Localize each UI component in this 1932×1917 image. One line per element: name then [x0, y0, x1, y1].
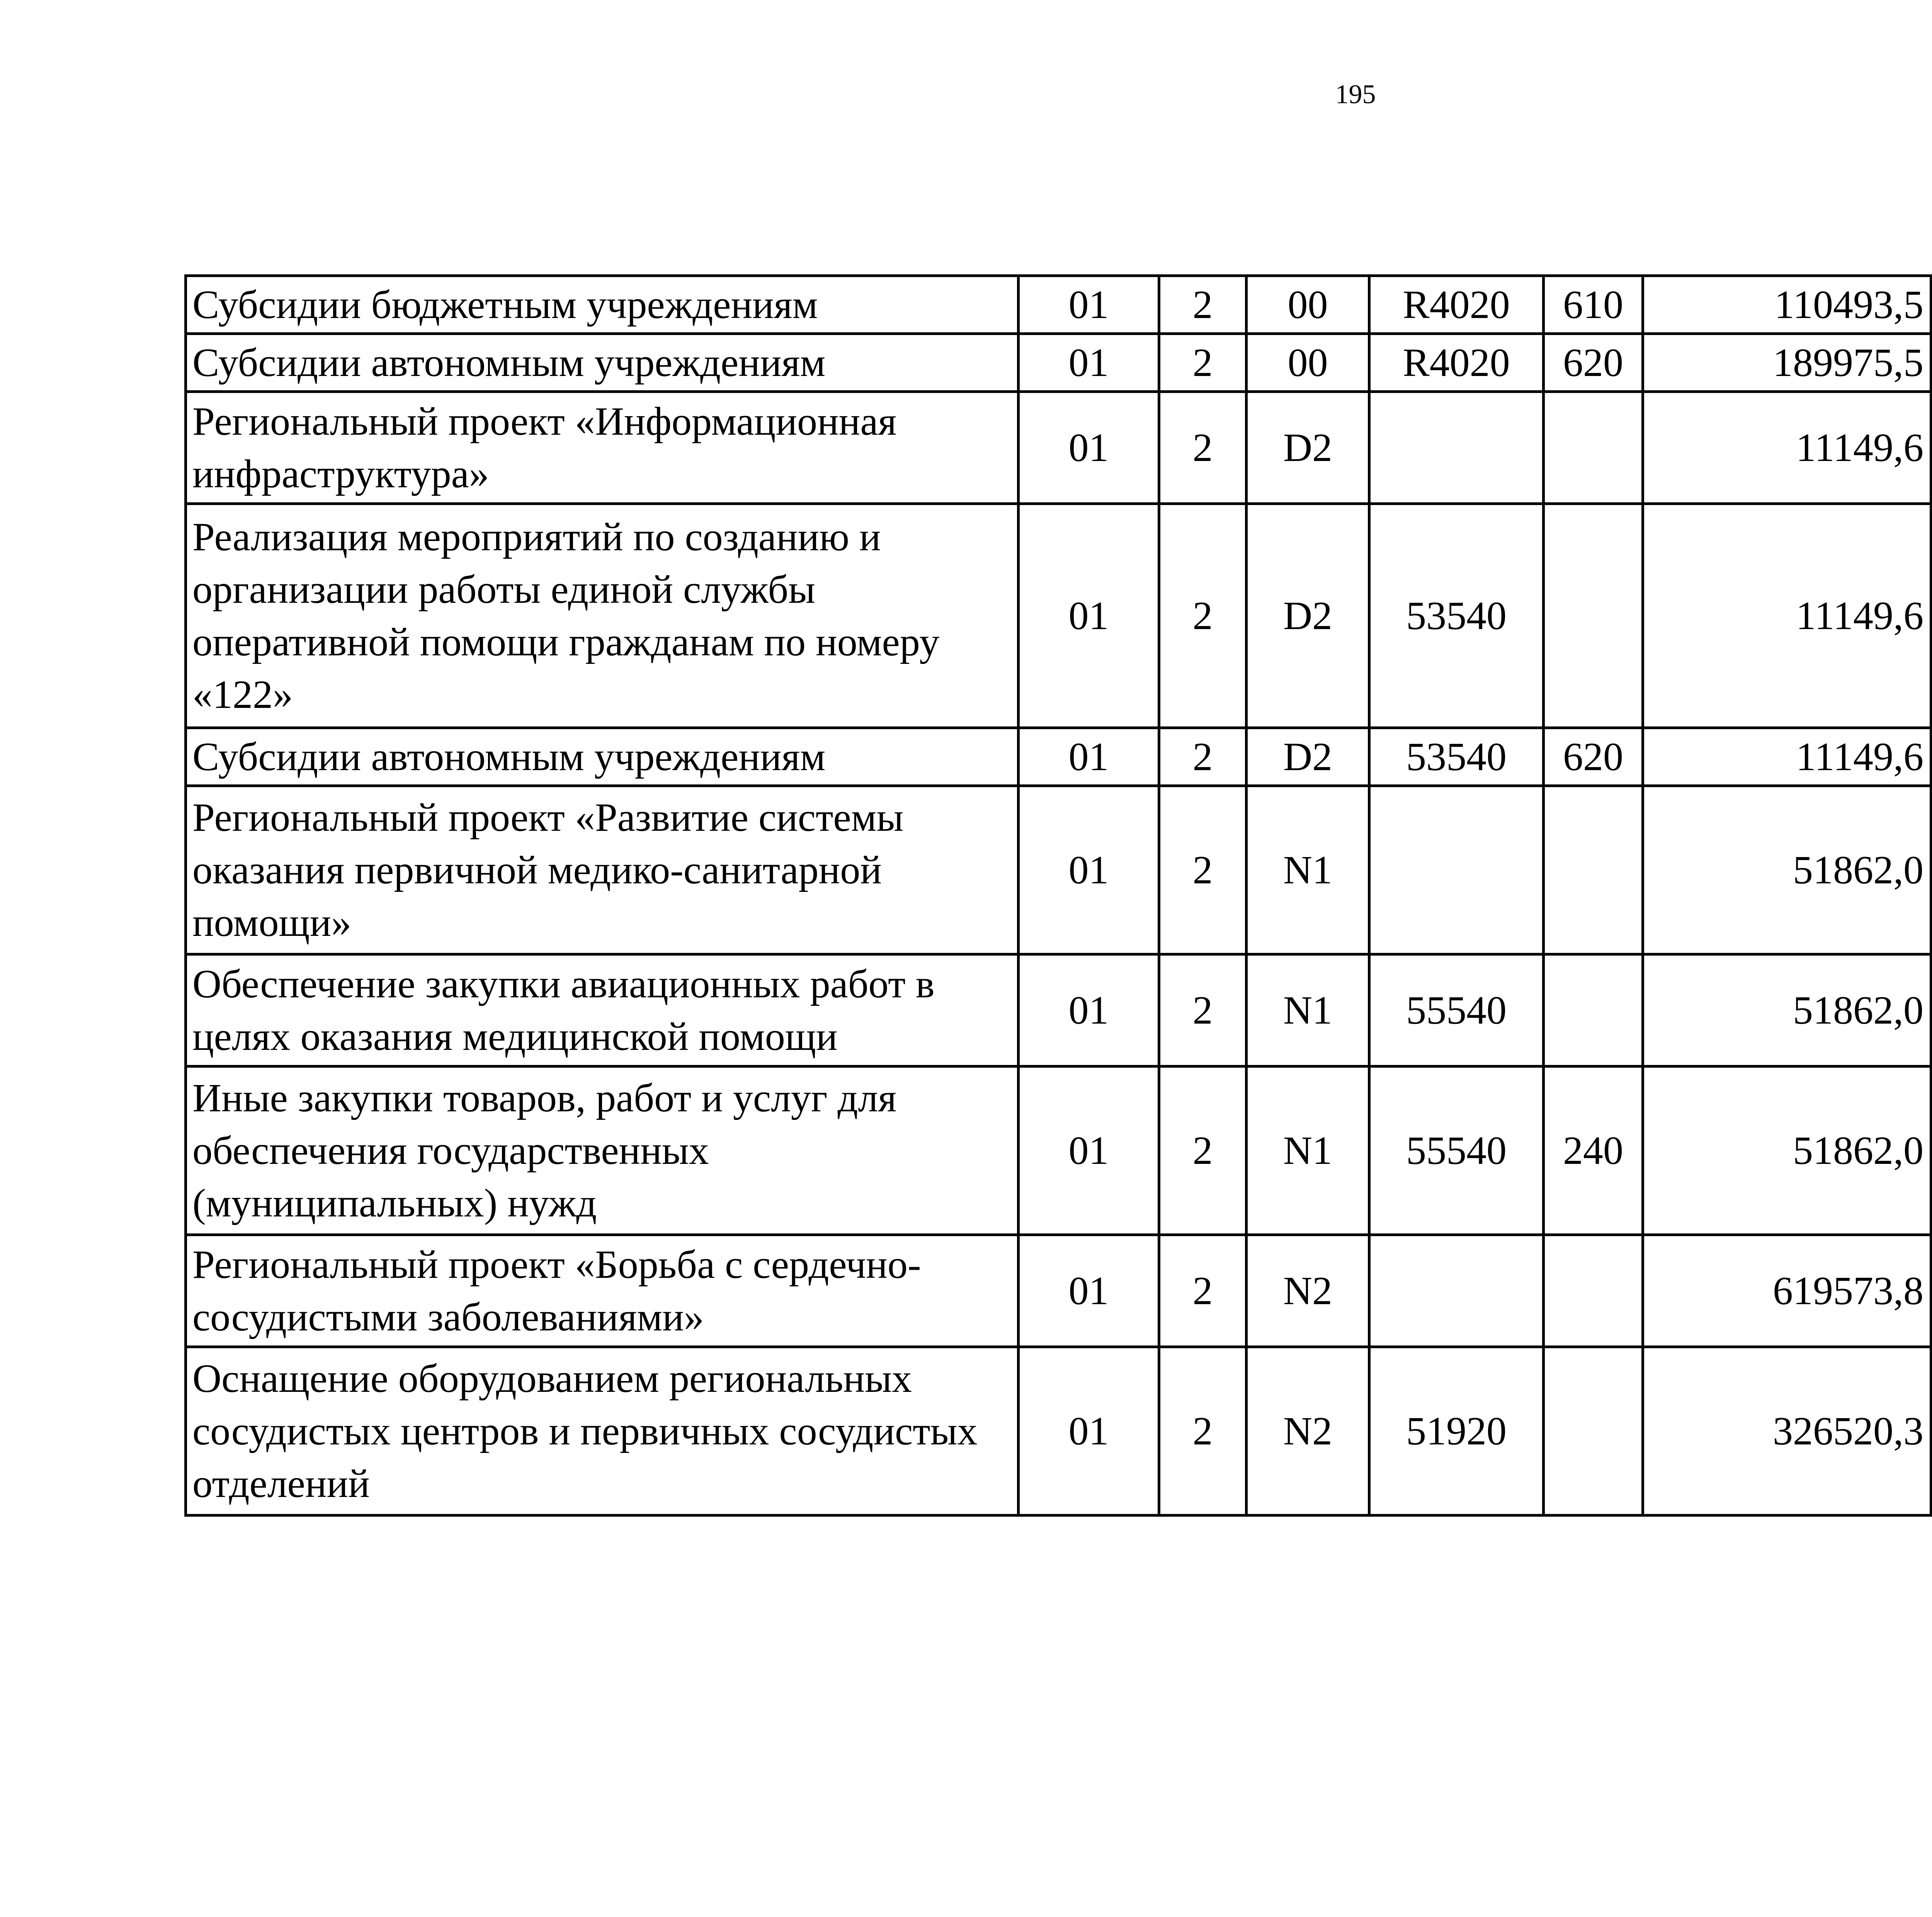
table-row: [186, 334, 1932, 392]
code-subprogram: 00: [1247, 334, 1369, 392]
code-expense-type: 620: [1544, 334, 1643, 392]
code-subprogram: N1: [1247, 954, 1369, 1067]
code-program: 2: [1159, 728, 1247, 786]
code-program: 2: [1159, 392, 1247, 504]
amount-year-1: 51862,0: [1643, 786, 1931, 954]
code-direction: 55540: [1369, 1067, 1544, 1235]
row-title: Обеспечение закупки авиационных работ в целях оказания медицинской помощи: [186, 954, 1019, 1067]
code-direction: 55540: [1369, 954, 1544, 1067]
code-program: 2: [1159, 1347, 1247, 1516]
table-row: [186, 392, 1932, 504]
code-section: 01: [1019, 334, 1159, 392]
code-direction: [1369, 392, 1544, 504]
row-title: Субсидии бюджетным учреждениям: [186, 276, 1019, 334]
code-program: 2: [1159, 954, 1247, 1067]
code-expense-type: [1544, 1347, 1643, 1516]
code-subprogram: D2: [1247, 392, 1369, 504]
code-direction: R4020: [1369, 276, 1544, 334]
row-title: Региональный проект «Информационная инфраструктура»: [186, 392, 1019, 504]
amount-year-1: 11149,6: [1643, 504, 1931, 728]
code-subprogram: D2: [1247, 728, 1369, 786]
row-title: Субсидии автономным учреждениям: [186, 334, 1019, 392]
code-section: 01: [1019, 276, 1159, 334]
code-program: 2: [1159, 1235, 1247, 1347]
table-row: [186, 954, 1932, 1067]
row-title: Оснащение оборудованием региональных сосудистых центров и первичных сосудистых отделений: [186, 1347, 1019, 1516]
code-direction: 53540: [1369, 504, 1544, 728]
code-subprogram: N2: [1247, 1347, 1369, 1516]
table-row: [186, 1347, 1932, 1516]
row-title: Реализация мероприятий по созданию и организации работы единой службы оперативной помощи гражданам по номеру «122»: [186, 504, 1019, 728]
table-row: [186, 1067, 1932, 1235]
code-section: 01: [1019, 392, 1159, 504]
code-section: 01: [1019, 1347, 1159, 1516]
code-program: 2: [1159, 334, 1247, 392]
code-section: 01: [1019, 728, 1159, 786]
code-direction: 51920: [1369, 1347, 1544, 1516]
code-subprogram: N1: [1247, 1067, 1369, 1235]
table-row: [186, 276, 1932, 334]
amount-year-1: 619573,8: [1643, 1235, 1931, 1347]
code-section: 01: [1019, 504, 1159, 728]
code-section: 01: [1019, 1067, 1159, 1235]
code-program: 2: [1159, 276, 1247, 334]
code-expense-type: 610: [1544, 276, 1643, 334]
code-expense-type: [1544, 392, 1643, 504]
code-section: 01: [1019, 954, 1159, 1067]
amount-year-1: 110493,5: [1643, 276, 1931, 334]
code-subprogram: N1: [1247, 786, 1369, 954]
row-title: Региональный проект «Развитие системы оказания первичной медико-санитарной помощи»: [186, 786, 1019, 954]
code-section: 01: [1019, 1235, 1159, 1347]
code-expense-type: [1544, 786, 1643, 954]
code-program: 2: [1159, 786, 1247, 954]
budget-table: [184, 274, 1932, 1517]
amount-year-1: 51862,0: [1643, 954, 1931, 1067]
table-row: [186, 786, 1932, 954]
code-direction: R4020: [1369, 334, 1544, 392]
code-direction: [1369, 786, 1544, 954]
amount-year-1: 326520,3: [1643, 1347, 1931, 1516]
code-expense-type: 620: [1544, 728, 1643, 786]
amount-year-1: 11149,6: [1643, 728, 1931, 786]
code-subprogram: D2: [1247, 504, 1369, 728]
code-expense-type: [1544, 1235, 1643, 1347]
code-section: 01: [1019, 786, 1159, 954]
amount-year-1: 11149,6: [1643, 392, 1931, 504]
code-expense-type: [1544, 504, 1643, 728]
code-direction: [1369, 1235, 1544, 1347]
code-subprogram: N2: [1247, 1235, 1369, 1347]
code-program: 2: [1159, 504, 1247, 728]
code-expense-type: [1544, 954, 1643, 1067]
table-row: [186, 1235, 1932, 1347]
amount-year-1: 189975,5: [1643, 334, 1931, 392]
table-row: [186, 728, 1932, 786]
code-program: 2: [1159, 1067, 1247, 1235]
table-row: [186, 504, 1932, 728]
amount-year-1: 51862,0: [1643, 1067, 1931, 1235]
page-number: 195: [1335, 80, 1376, 109]
code-direction: 53540: [1369, 728, 1544, 786]
code-subprogram: 00: [1247, 276, 1369, 334]
row-title: Региональный проект «Борьба с сердечно-сосудистыми заболеваниями»: [186, 1235, 1019, 1347]
row-title: Субсидии автономным учреждениям: [186, 728, 1019, 786]
row-title: Иные закупки товаров, работ и услуг для обеспечения государственных (муниципальных) нужд: [186, 1067, 1019, 1235]
code-expense-type: 240: [1544, 1067, 1643, 1235]
